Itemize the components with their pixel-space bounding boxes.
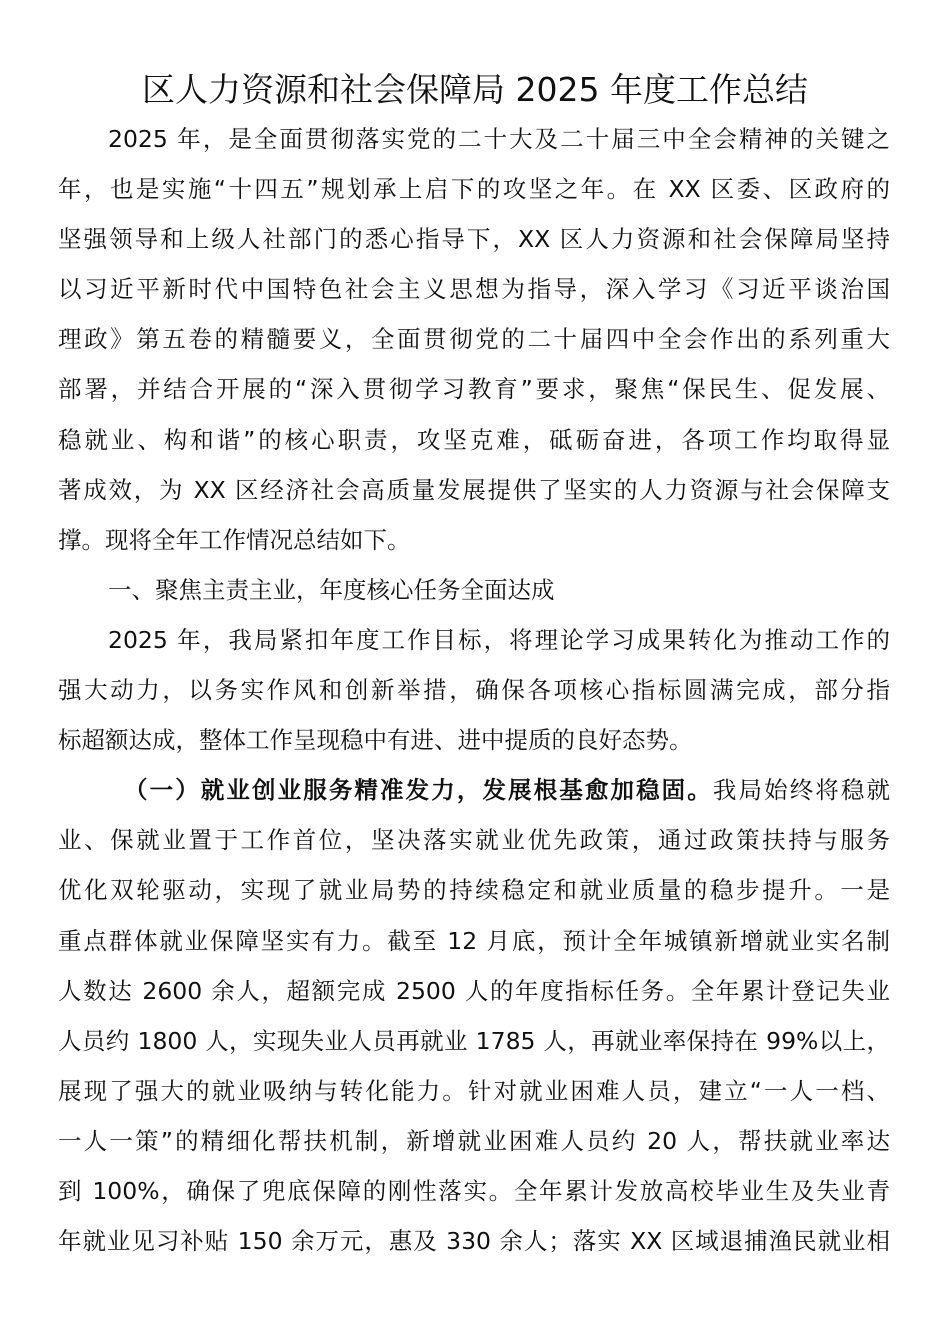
subsection-paragraph — [58, 765, 890, 1266]
section-heading-text: 一、聚焦主责主业，年度核心任务全面达成 — [108, 575, 555, 604]
subsection-text: 我局始终将稳就 — [712, 776, 891, 805]
text-line: 年就业见习补贴 150 余万元，惠及 330 余人；落实 XX 区域退捕渔民就业相 — [58, 1227, 890, 1256]
text-line: 年，也是实施“十四五”规划承上启下的攻坚之年。在 XX 区委、区政府的 — [58, 175, 890, 204]
text-line: 人员约 1800 人，实现失业人员再就业 1785 人，再就业率保持在 99%以上， — [58, 1026, 890, 1055]
text-line: 2025 年，是全面贯彻落实党的二十大及二十届三中全会精神的关键之 — [108, 125, 890, 153]
text-line: 重点群体就业保障坚实有力。截至 12 月底，预计全年城镇新增就业实名制 — [58, 926, 890, 955]
text-line: 坚强领导和上级人社部门的悉心指导下，XX 区人力资源和社会保障局坚持 — [58, 225, 890, 254]
document-title: 区人力资源和社会保障局 2025 年度工作总结 — [142, 70, 808, 109]
text-line: 理政》第五卷的精髓要义，全面贯彻党的二十届四中全会作出的系列重大 — [58, 325, 890, 354]
text-line: 优化双轮驱动，实现了就业局势的持续稳定和就业质量的稳步提升。一是 — [58, 876, 890, 905]
text-line: 业、保就业置于工作首位，坚决落实就业优先政策，通过政策扶持与服务 — [58, 826, 890, 855]
text-line: 一人一策”的精细化帮扶机制，新增就业困难人员约 20 人，帮扶就业率达 — [58, 1126, 890, 1155]
text-line: 人数达 2600 余人，超额完成 2500 人的年度指标任务。全年累计登记失业 — [58, 976, 890, 1005]
text-line: 以习近平新时代中国特色社会主义思想为指导，深入学习《习近平谈治国 — [58, 275, 890, 304]
section-intro-paragraph — [58, 615, 890, 765]
text-line: 稳就业、构和谐”的核心职责，攻坚克难，砥砺奋进，各项工作均取得显 — [58, 425, 890, 454]
document-body — [58, 114, 890, 1266]
text-line: 部署，并结合开展的“深入贯彻学习教育”要求，聚焦“保民生、促发展、 — [58, 375, 890, 404]
text-line: 强大动力，以务实作风和创新举措，确保各项核心指标圆满完成，部分指 — [58, 676, 890, 705]
text-line: 到 100%，确保了兜底保障的刚性落实。全年累计发放高校毕业生及失业青 — [58, 1176, 890, 1205]
text-line: 撑。现将全年工作情况总结如下。 — [58, 525, 411, 554]
text-line: 标超额达成，整体工作呈现稳中有进、进中提质的良好态势。 — [58, 726, 693, 755]
text-line: 著成效，为 XX 区经济社会高质量发展提供了坚实的人力资源与社会保障支 — [58, 475, 890, 504]
text-line: 2025 年，我局紧扣年度工作目标，将理论学习成果转化为推动工作的 — [108, 625, 890, 654]
subsection-heading: （一）就业创业服务精准发力，发展根基愈加稳固。 — [124, 776, 713, 805]
text-line: 展现了强大的就业吸纳与转化能力。针对就业困难人员，建立“一人一档、 — [58, 1076, 890, 1105]
intro-paragraph — [58, 114, 890, 565]
section-heading — [58, 565, 890, 615]
text-line — [58, 765, 890, 815]
